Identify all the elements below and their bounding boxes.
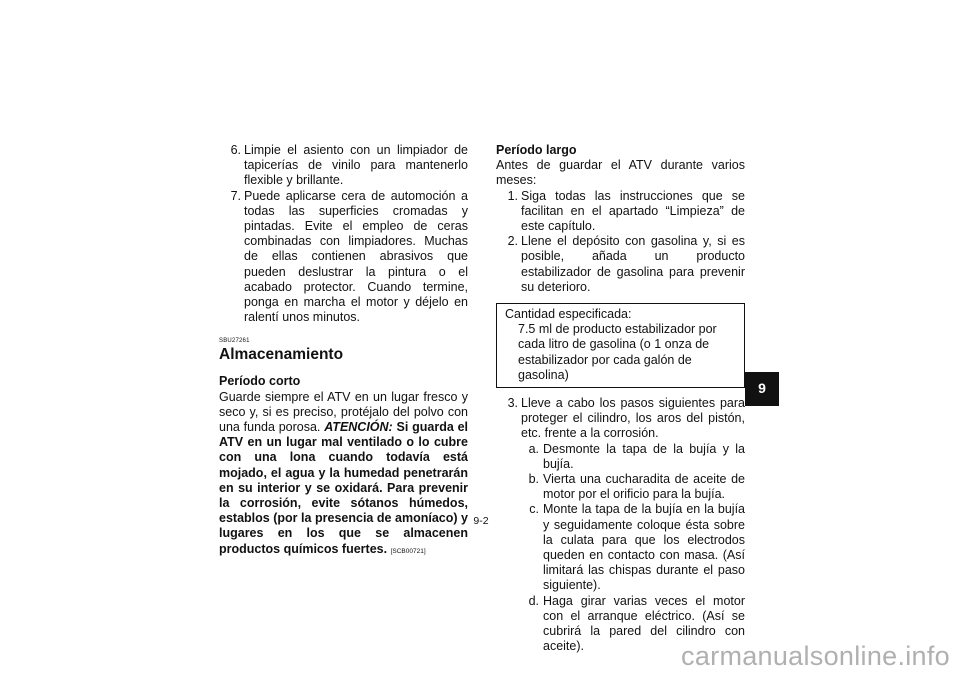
- list-item-text: Puede aplicarse cera de automoción a todas las superficies cromadas y pintadas. Evite el empleo de ceras combinadas con limpiadores. Muchas de ellas contienen abrasivos que pueden deslustrar la pintura o el acabado protector. Cuando termine, ponga en marcha el motor y déjelo en ralentí unos minutos.: [244, 188, 468, 325]
- chapter-tab: 9: [745, 372, 779, 406]
- list-item-number: 2 .: [496, 234, 518, 249]
- sub-list-item: [521, 442, 745, 472]
- list-item: [496, 234, 745, 295]
- left-column: [219, 143, 468, 559]
- spec-box: [496, 303, 745, 388]
- sub-list-text: Haga girar varias veces el motor con el arranque eléctrico. (Así se cubrirá la pared del cilindro con aceite).: [543, 593, 745, 654]
- list-item-text: Llene el depósito con gasolina y, si es posible, añada un producto estabilizador de gasolina para prevenir su deterioro.: [521, 234, 745, 294]
- page-number: 9-2: [473, 515, 489, 527]
- spec-label: Cantidad especificada:: [505, 307, 632, 322]
- long-term-heading: Período largo: [496, 143, 577, 157]
- caution-text: Si guarda el ATV en un lugar mal ventilado o lo cubre con una lona cuando todavía está mojado, el agua y la humedad penetrarán en su interior y se oxidará. Para prevenir la corrosión, evite sótanos húmedos, establos (por la presencia de amoníaco) y lugares en los que se almacenen productos químicos fuertes.: [219, 420, 468, 556]
- sub-list-text: Monte la tapa de la bujía en la bujía y seguidamente coloque ésta sobre la culata para que los electrodos queden en contacto con masa. (Así limitará las chispas durante el paso siguiente).: [543, 502, 745, 593]
- sub-list-item: [521, 502, 745, 593]
- sub-list-letter: b .: [521, 472, 539, 487]
- section-code: SBU27261: [219, 338, 250, 345]
- list-item-text: Siga todas las instrucciones que se facilitan en el apartado “Limpieza” de este capítulo.: [521, 188, 745, 234]
- sub-list-letter: c .: [521, 502, 539, 517]
- long-term-intro: Antes de guardar el ATV durante varios meses:: [496, 158, 745, 188]
- sub-list-letter: d .: [521, 594, 539, 609]
- sub-list-letter: a .: [521, 442, 539, 457]
- right-column: [496, 143, 745, 655]
- caution-code: [SCB00721]: [390, 547, 426, 555]
- list-item: [219, 189, 468, 326]
- sub-list-text: Vierta una cucharadita de aceite de motor por el orificio para la bujía.: [543, 472, 745, 502]
- short-term-body: Guarde siempre el ATV en un lugar fresco y seco y, si es preciso, protéjalo del polvo con una funda porosa.: [219, 389, 468, 435]
- list-item: [219, 143, 468, 189]
- short-term-paragraph: [219, 390, 468, 559]
- list-item-number: 7 .: [219, 189, 241, 204]
- sub-list-text: Desmonte la tapa de la bujía y la bujía.: [543, 441, 745, 471]
- list-item-number: 3 .: [496, 396, 518, 411]
- section-title: Almacenamiento: [219, 346, 344, 364]
- caution-label: ATENCIÓN:: [324, 420, 393, 435]
- sub-list-item: [521, 472, 745, 502]
- list-item-text: Lleve a cabo los pasos siguientes para proteger el cilindro, los aros del pistón, etc. frente a la corrosión.: [521, 396, 745, 441]
- list-item-text: Limpie el asiento con un limpiador de tapicerías de vinilo para mantenerlo flexible y brillante.: [244, 143, 468, 188]
- short-term-heading: Período corto: [219, 374, 301, 389]
- watermark: carmanualsonline.info: [681, 641, 950, 671]
- spec-value: 7.5 ml de producto estabilizador por cada litro de gasolina (o 1 onza de estabilizador por cada galón de gasolina): [518, 322, 717, 382]
- list-item-number: 1 .: [496, 189, 518, 204]
- list-item-number: 6 .: [219, 143, 241, 158]
- list-item: [496, 189, 745, 235]
- list-item: [496, 396, 745, 442]
